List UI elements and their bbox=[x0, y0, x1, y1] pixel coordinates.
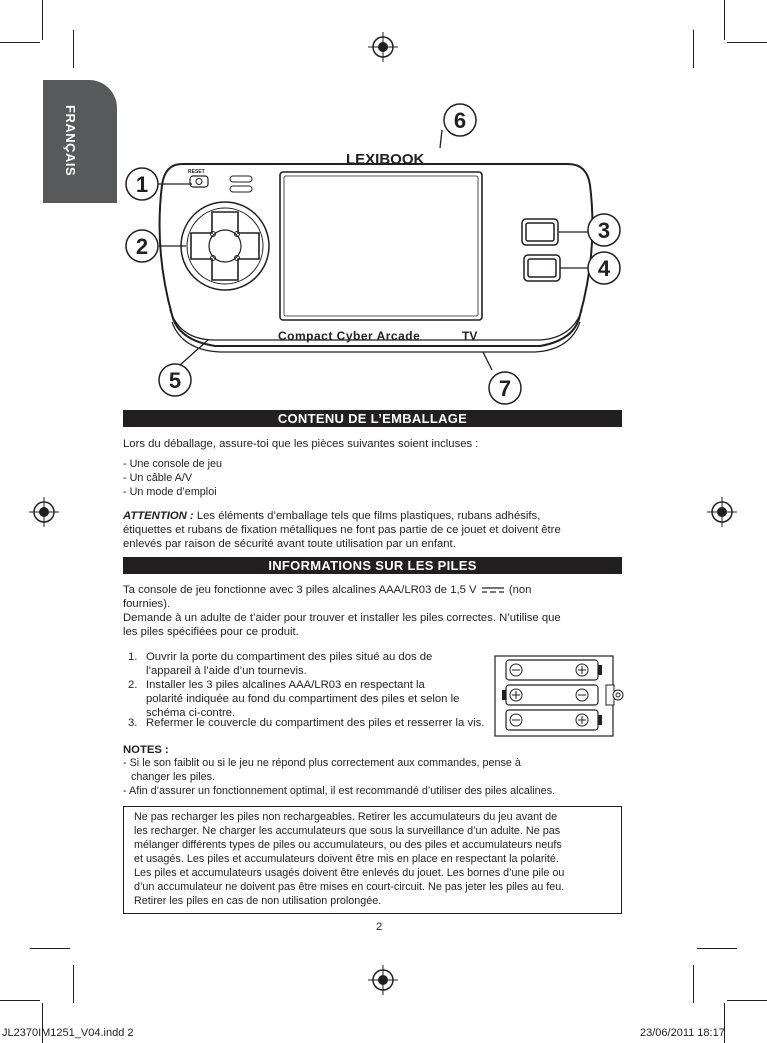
registration-mark-bottom bbox=[368, 965, 398, 995]
warning-line: les recharger. Ne charger les accumulateurs que sous la surveillance d’un adulte. Ne pas bbox=[134, 825, 561, 837]
console-model-suffix: TV bbox=[462, 329, 478, 343]
callout-3 bbox=[588, 214, 620, 246]
callout-2-label: 2 bbox=[135, 234, 149, 259]
section-title-contents: CONTENU DE L’EMBALLAGE bbox=[123, 410, 622, 427]
battery-3 bbox=[506, 710, 602, 730]
note-line: - Si le son faiblit ou si le jeu ne répond plus correctement aux commandes, pense à bbox=[123, 757, 521, 769]
callout-5 bbox=[159, 364, 191, 396]
battery-paragraph-line-1 bbox=[123, 583, 531, 597]
footer-filename: JL2370IM1251_V04.indd 2 bbox=[2, 1027, 134, 1039]
list-item: - Un câble A/V bbox=[123, 472, 193, 484]
step-text: Refermer le couvercle du compartiment des piles et resserrer la vis. bbox=[146, 717, 485, 729]
attention-text-1: Les éléments d’emballage tels que films plastiques, rubans adhésifs, bbox=[196, 510, 541, 522]
step-number: 2. bbox=[128, 679, 138, 691]
battery-paragraph2-line-2: les piles spécifiées pour ce produit. bbox=[123, 626, 299, 638]
dc-symbol-icon bbox=[482, 586, 504, 594]
warning-line: Les piles et accumulateurs usagés doivent être enlevés du jouet. Les bornes d’une pile ou bbox=[134, 867, 565, 879]
attention-line-1 bbox=[123, 509, 540, 523]
step-text: l’appareil à l’aide d’un tournevis. bbox=[146, 665, 307, 677]
battery-spec-text: Ta console de jeu fonctionne avec 3 piles alcalines AAA/LR03 de 1,5 V bbox=[123, 584, 477, 596]
attention-line-2: étiquettes et rubans de fixation métalliques ne font pas partie de ce jouet et doivent être bbox=[123, 524, 561, 536]
console-model-label: Compact Cyber Arcade bbox=[278, 329, 421, 343]
list-item: - Une console de jeu bbox=[123, 458, 223, 470]
contents-intro: Lors du déballage, assure-toi que les pièces suivantes soient incluses : bbox=[123, 438, 479, 450]
callout-1-label: 1 bbox=[135, 172, 149, 197]
attention-line-3: enlevés par raison de sécurité avant toute utilisation par un enfant. bbox=[123, 538, 456, 550]
warning-line: d’un accumulateur ne doivent pas être mises en court-circuit. Ne pas jeter les piles au feu. bbox=[134, 881, 565, 893]
callout-7 bbox=[489, 372, 521, 404]
warning-line: mélanger différents types de piles ou accumulateurs, ou des piles et accumulateurs neufs bbox=[134, 839, 562, 851]
language-tab bbox=[43, 80, 117, 203]
callout-5-label: 5 bbox=[168, 368, 182, 393]
battery-1 bbox=[506, 660, 602, 680]
language-tab-label: FRANÇAIS bbox=[63, 105, 78, 177]
battery-paragraph2-line-1: Demande à un adulte de t’aider pour trouver et installer les piles correctes. N’utilise que bbox=[123, 612, 561, 624]
warning-line: Retirer les piles en cas de non utilisation prolongée. bbox=[134, 895, 382, 907]
footer-date: 23/06/2011 18:17 bbox=[640, 1027, 725, 1039]
step-text: Ouvrir la porte du compartiment des piles situé au dos de bbox=[146, 651, 433, 663]
registration-mark-left bbox=[29, 497, 59, 527]
list-item: - Un mode d’emploi bbox=[123, 486, 217, 498]
registration-mark-right bbox=[707, 497, 737, 527]
step-text: Installer les 3 piles alcalines AAA/LR03 en respectant la bbox=[146, 679, 425, 691]
battery-paragraph-line-2: fournies). bbox=[123, 598, 171, 610]
callout-4-label: 4 bbox=[597, 256, 611, 281]
attention-label: ATTENTION : bbox=[123, 510, 194, 522]
battery-2 bbox=[502, 685, 598, 705]
step-text: schéma ci-contre. bbox=[146, 707, 236, 719]
callout-3-label: 3 bbox=[597, 218, 611, 243]
warning-line: et usagés. Les piles et accumulateurs doivent être mis en place en respectant la polarité. bbox=[134, 853, 559, 865]
battery-spec-note: (non bbox=[508, 584, 532, 596]
battery-compartment-diagram bbox=[494, 655, 624, 737]
reset-label: RESET bbox=[188, 169, 205, 175]
callout-2 bbox=[126, 230, 158, 262]
callout-1 bbox=[126, 168, 158, 200]
step-number: 3. bbox=[128, 717, 138, 729]
page-number: 2 bbox=[376, 921, 383, 933]
step-text: polarité indiquée au fond du compartiment des piles et selon le bbox=[146, 693, 460, 705]
console-brand: LEXIBOOK bbox=[346, 151, 425, 168]
console-illustration bbox=[120, 100, 630, 410]
section-title-batteries: INFORMATIONS SUR LES PILES bbox=[123, 557, 622, 574]
registration-mark-top bbox=[368, 32, 398, 62]
callout-6 bbox=[444, 104, 476, 136]
callout-7-label: 7 bbox=[498, 376, 512, 401]
callout-4 bbox=[588, 252, 620, 284]
callout-6-label: 6 bbox=[453, 108, 467, 133]
step-number: 1. bbox=[128, 651, 138, 663]
notes-label: NOTES : bbox=[123, 744, 169, 756]
warning-line: Ne pas recharger les piles non rechargeables. Retirer les accumulateurs du jeu avant de bbox=[134, 811, 558, 823]
note-line: - Afin d’assurer un fonctionnement optimal, il est recommandé d’utiliser des piles alcalines. bbox=[123, 785, 556, 797]
note-line: changer les piles. bbox=[131, 771, 216, 783]
